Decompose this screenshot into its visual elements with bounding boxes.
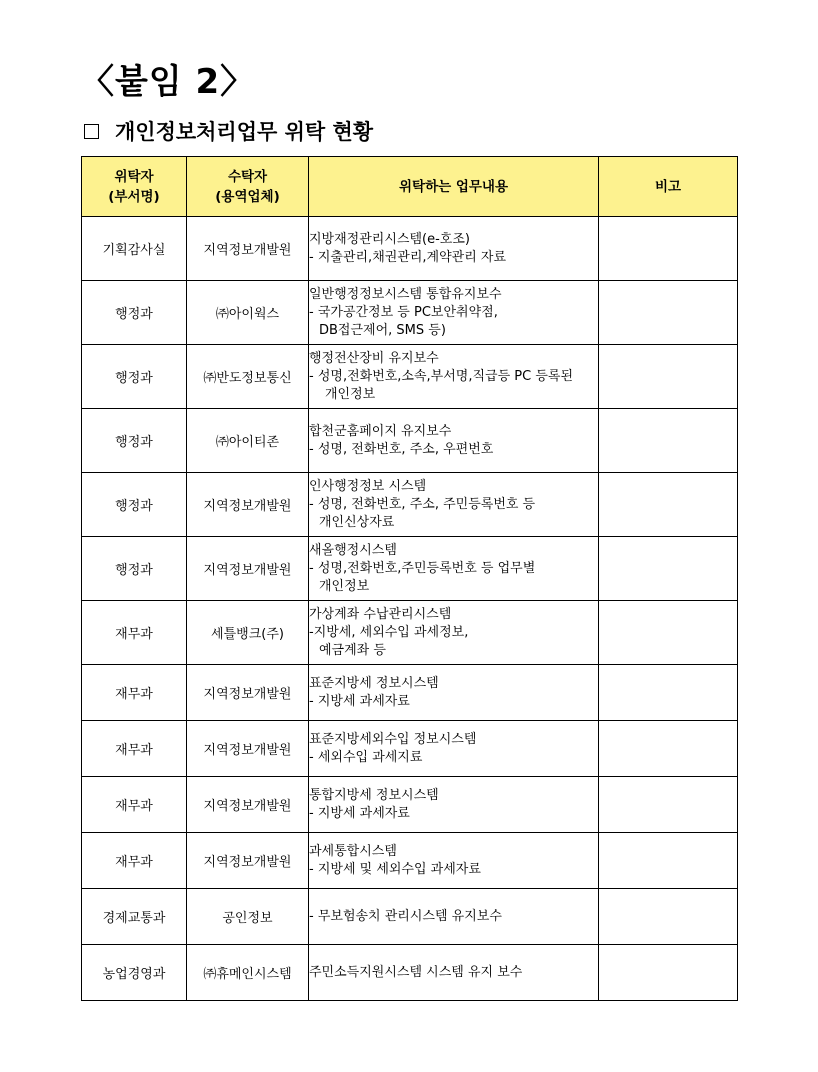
dept-cell: 행정과: [82, 281, 187, 345]
task-cell: [309, 889, 599, 945]
vendor-cell: ㈜아이웍스: [187, 281, 309, 345]
task-cell: [309, 473, 599, 537]
task-cell: [309, 217, 599, 281]
task-line: 개인정보: [325, 386, 376, 402]
note-cell: [599, 537, 738, 601]
header-task: 위탁하는 업무내용: [309, 157, 599, 217]
task-cell: [309, 601, 599, 665]
note-cell: [599, 473, 738, 537]
vendor-cell: ㈜반도정보통신: [187, 345, 309, 409]
consignment-table: [81, 156, 738, 1001]
table-row: [82, 945, 738, 1001]
task-line: 과세통합시스템: [309, 843, 397, 859]
task-cell: [309, 945, 599, 1001]
header-vendor: [187, 157, 309, 217]
note-cell: [599, 833, 738, 889]
vendor-cell: ㈜아이티존: [187, 409, 309, 473]
vendor-cell: 지역정보개발원: [187, 833, 309, 889]
dept-cell: 재무과: [82, 833, 187, 889]
task-cell: [309, 281, 599, 345]
checkbox-icon: [84, 124, 99, 139]
table-row: [82, 217, 738, 281]
task-line: 개인정보: [319, 578, 370, 594]
vendor-cell: 지역정보개발원: [187, 537, 309, 601]
note-cell: [599, 281, 738, 345]
header-dept-line2: (부서명): [108, 188, 160, 205]
dept-cell: 행정과: [82, 473, 187, 537]
task-line: - 지방세 과세자료: [309, 805, 410, 821]
header-note: 비고: [599, 157, 738, 217]
dept-cell: 재무과: [82, 665, 187, 721]
dept-cell: 재무과: [82, 721, 187, 777]
task-line: - 지출관리,채권관리,계약관리 자료: [309, 249, 507, 265]
dept-cell: 재무과: [82, 777, 187, 833]
task-cell: [309, 537, 599, 601]
section-heading-text: 개인정보처리업무 위탁 현황: [115, 120, 374, 144]
task-line: 합천군홈페이지 유지보수: [309, 423, 452, 439]
header-dept: [82, 157, 187, 217]
task-cell: [309, 777, 599, 833]
note-cell: [599, 777, 738, 833]
note-cell: [599, 721, 738, 777]
vendor-cell: 지역정보개발원: [187, 217, 309, 281]
task-line: - 성명,전화번호,주민등록번호 등 업무별: [309, 560, 536, 576]
vendor-cell: 지역정보개발원: [187, 473, 309, 537]
table-row: [82, 889, 738, 945]
task-cell: [309, 665, 599, 721]
dept-cell: 재무과: [82, 601, 187, 665]
header-dept-line1: 위탁자: [114, 168, 154, 185]
task-line: 인사행정정보 시스템: [309, 478, 427, 494]
task-line: 행정전산장비 유지보수: [309, 350, 439, 366]
task-line: 예금계좌 등: [319, 642, 386, 658]
dept-cell: 기획감사실: [82, 217, 187, 281]
table-row: [82, 833, 738, 889]
task-line: - 국가공간정보 등 PC보안취약점,: [309, 304, 498, 320]
task-line: 일반행정정보시스템 통합유지보수: [309, 286, 502, 302]
task-line: - 지방세 과세자료: [309, 693, 410, 709]
dept-cell: 행정과: [82, 409, 187, 473]
table-row: [82, 665, 738, 721]
vendor-cell: 지역정보개발원: [187, 721, 309, 777]
vendor-cell: 세틀뱅크(주): [187, 601, 309, 665]
dept-cell: 경제교통과: [82, 889, 187, 945]
note-cell: [599, 665, 738, 721]
task-line: - 성명, 전화번호, 주소, 주민등록번호 등: [309, 496, 536, 512]
table-row: [82, 281, 738, 345]
table-row: [82, 537, 738, 601]
dept-cell: 농업경영과: [82, 945, 187, 1001]
table-row: [82, 345, 738, 409]
note-cell: [599, 945, 738, 1001]
vendor-cell: 지역정보개발원: [187, 665, 309, 721]
task-line: 새올행정시스템: [309, 542, 397, 558]
task-line: 통합지방세 정보시스템: [309, 787, 439, 803]
task-line: - 세외수입 과세지료: [309, 749, 423, 765]
task-cell: [309, 345, 599, 409]
note-cell: [599, 601, 738, 665]
task-line: 개인신상자료: [319, 514, 395, 530]
task-line: 표준지방세외수입 정보시스템: [309, 731, 477, 747]
vendor-cell: 공인정보: [187, 889, 309, 945]
task-line: - 성명, 전화번호, 주소, 우편번호: [309, 441, 494, 457]
task-line: 가상계좌 수납관리시스템: [309, 606, 452, 622]
task-line: 지방재정관리시스템(e-호조): [309, 231, 470, 247]
task-cell: [309, 721, 599, 777]
task-cell: [309, 833, 599, 889]
header-vendor-line2: (용역업체): [215, 188, 280, 205]
vendor-cell: 지역정보개발원: [187, 777, 309, 833]
task-line: 주민소득지원시스템 시스템 유지 보수: [309, 964, 523, 980]
note-cell: [599, 345, 738, 409]
table-row: [82, 601, 738, 665]
vendor-cell: ㈜휴메인시스템: [187, 945, 309, 1001]
task-line: - 무보험송치 관리시스템 유지보수: [309, 908, 502, 924]
table-row: [82, 409, 738, 473]
table-row: [82, 473, 738, 537]
table-row: [82, 721, 738, 777]
note-cell: [599, 889, 738, 945]
task-cell: [309, 409, 599, 473]
table-row: [82, 777, 738, 833]
task-line: 표준지방세 정보시스템: [309, 675, 439, 691]
dept-cell: 행정과: [82, 345, 187, 409]
task-line: DB접근제어, SMS 등): [319, 322, 446, 338]
table-header-row: [82, 157, 738, 217]
section-heading: [84, 116, 373, 146]
note-cell: [599, 217, 738, 281]
note-cell: [599, 409, 738, 473]
dept-cell: 행정과: [82, 537, 187, 601]
header-vendor-line1: 수탁자: [227, 168, 268, 185]
task-line: - 성명,전화번호,소속,부서명,직급등 PC 등록된: [309, 368, 574, 384]
task-line: -지방세, 세외수입 과세정보,: [309, 624, 469, 640]
task-line: - 지방세 및 세외수입 과세자료: [309, 861, 481, 877]
page-title: 〈붙임 2〉: [80, 62, 256, 102]
